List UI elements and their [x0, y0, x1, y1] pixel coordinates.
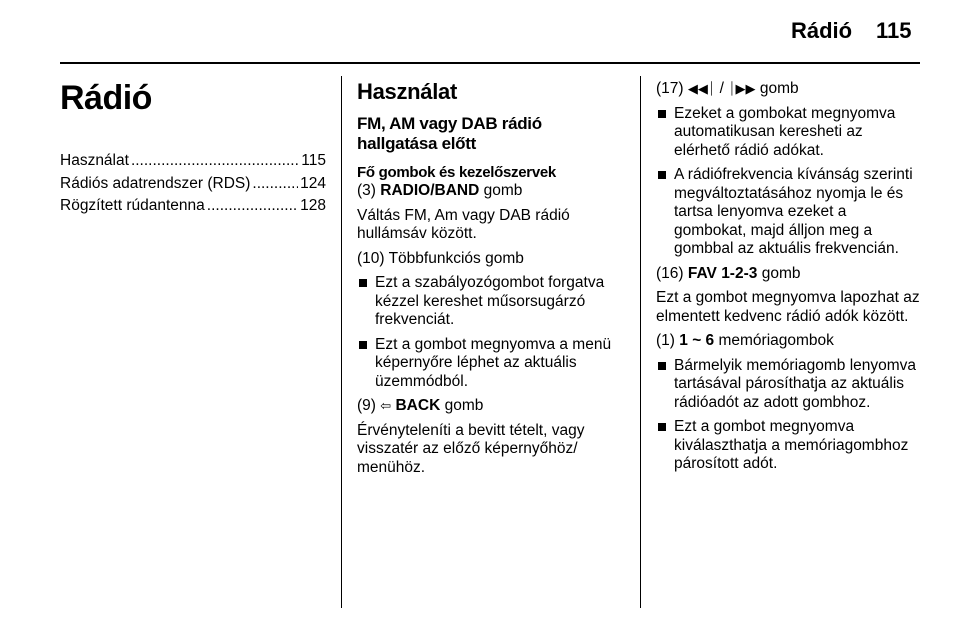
- radio-band-item: (3) RADIO/BAND gomb: [357, 182, 523, 199]
- bullet-icon: [658, 110, 666, 118]
- toc-entry-page: 115: [301, 152, 326, 169]
- fav-item: (16) FAV 1-2-3 gomb: [656, 264, 801, 282]
- page-number: 115: [876, 18, 912, 43]
- seek-forward-icon: ⏐▶▶: [728, 81, 756, 96]
- list-item: Bármelyik memóriagomb lenyomva tartásával párosíthatja az aktuális rádióadót az adott gombhoz.: [656, 357, 922, 413]
- content-column-3: [656, 72, 922, 480]
- toc-entry-page: 124: [300, 174, 326, 192]
- seek-item: (17) ◀◀⏐ / ⏐▶▶ gomb: [656, 80, 799, 97]
- list-item: Ezeket a gombokat megnyomva automatikusan keresheti az elérhető rádió adókat.: [656, 105, 922, 161]
- section-subtitle: FM, AM vagy DAB rádió hallgatása előtt: [357, 114, 542, 153]
- back-label: BACK: [395, 397, 441, 414]
- header-rule: [60, 62, 920, 64]
- toc-entry-label: Rádiós adatrendszer (RDS): [60, 174, 251, 192]
- fav-desc: Ezt a gombot megnyomva lapozhat az elmentett kedvenc rádió adók között.: [656, 289, 920, 325]
- radio-band-label: RADIO/BAND: [380, 182, 480, 199]
- seek-back-icon: ◀◀⏐: [687, 81, 716, 96]
- column-divider: [341, 76, 342, 608]
- column-divider: [640, 76, 641, 608]
- list-item: Ezt a gombot megnyomva kiválaszthatja a memóriagombhoz párosított adót.: [656, 418, 922, 474]
- list-item: Ezt a gombot megnyomva a menü képernyőre léphet az aktuális üzemmódból.: [357, 336, 625, 392]
- bullet-icon: [359, 279, 367, 287]
- controls-heading: Fő gombok és kezelőszervek: [357, 164, 556, 181]
- toc-entry-page: 128: [300, 197, 326, 214]
- toc-leader: [207, 197, 298, 216]
- bullet-icon: [359, 341, 367, 349]
- fav-label: FAV 1-2-3: [687, 264, 758, 282]
- section-title: Használat: [357, 79, 458, 104]
- memory-item: (1) 1 ~ 6 memóriagombok: [656, 332, 834, 349]
- bullet-icon: [658, 171, 666, 179]
- bullet-icon: [658, 362, 666, 370]
- radio-band-desc: Váltás FM, Am vagy DAB rádió hullámsáv között.: [357, 206, 570, 242]
- back-item: (9) ⇦ BACK gomb: [357, 397, 484, 414]
- toc-column: [60, 72, 326, 220]
- memory-label: 1 ~ 6: [679, 332, 715, 349]
- header-title: Rádió: [791, 18, 853, 43]
- toc-leader: [252, 175, 298, 194]
- toc-entry[interactable]: [60, 152, 326, 171]
- chapter-title: Rádió: [60, 79, 152, 117]
- multifunction-title: (10) Többfunkciós gomb: [357, 249, 524, 267]
- back-arrow-icon: ⇦: [380, 398, 392, 413]
- list-item: A rádiófrekvencia kívánság szerinti megváltoztatásához nyomja le és tartsa lenyomva ezeket a gombokat, majd álljon meg a gombbal az aktuális frekvencián.: [656, 166, 922, 259]
- toc-entry-label: Használat: [60, 152, 129, 169]
- toc-entry[interactable]: [60, 197, 326, 216]
- list-item: Ezt a szabályozógombot forgatva kézzel kereshet műsorsugárzó frekvenciát.: [357, 274, 625, 330]
- toc-entry[interactable]: [60, 175, 326, 194]
- content-column-2: [357, 72, 625, 483]
- toc-entry-label: Rögzített rúdantenna: [60, 197, 205, 214]
- toc-leader: [131, 152, 299, 171]
- bullet-icon: [658, 423, 666, 431]
- back-desc: Érvényteleníti a bevitt tételt, vagy visszatér az előző képernyőhöz/ menühöz.: [357, 421, 585, 476]
